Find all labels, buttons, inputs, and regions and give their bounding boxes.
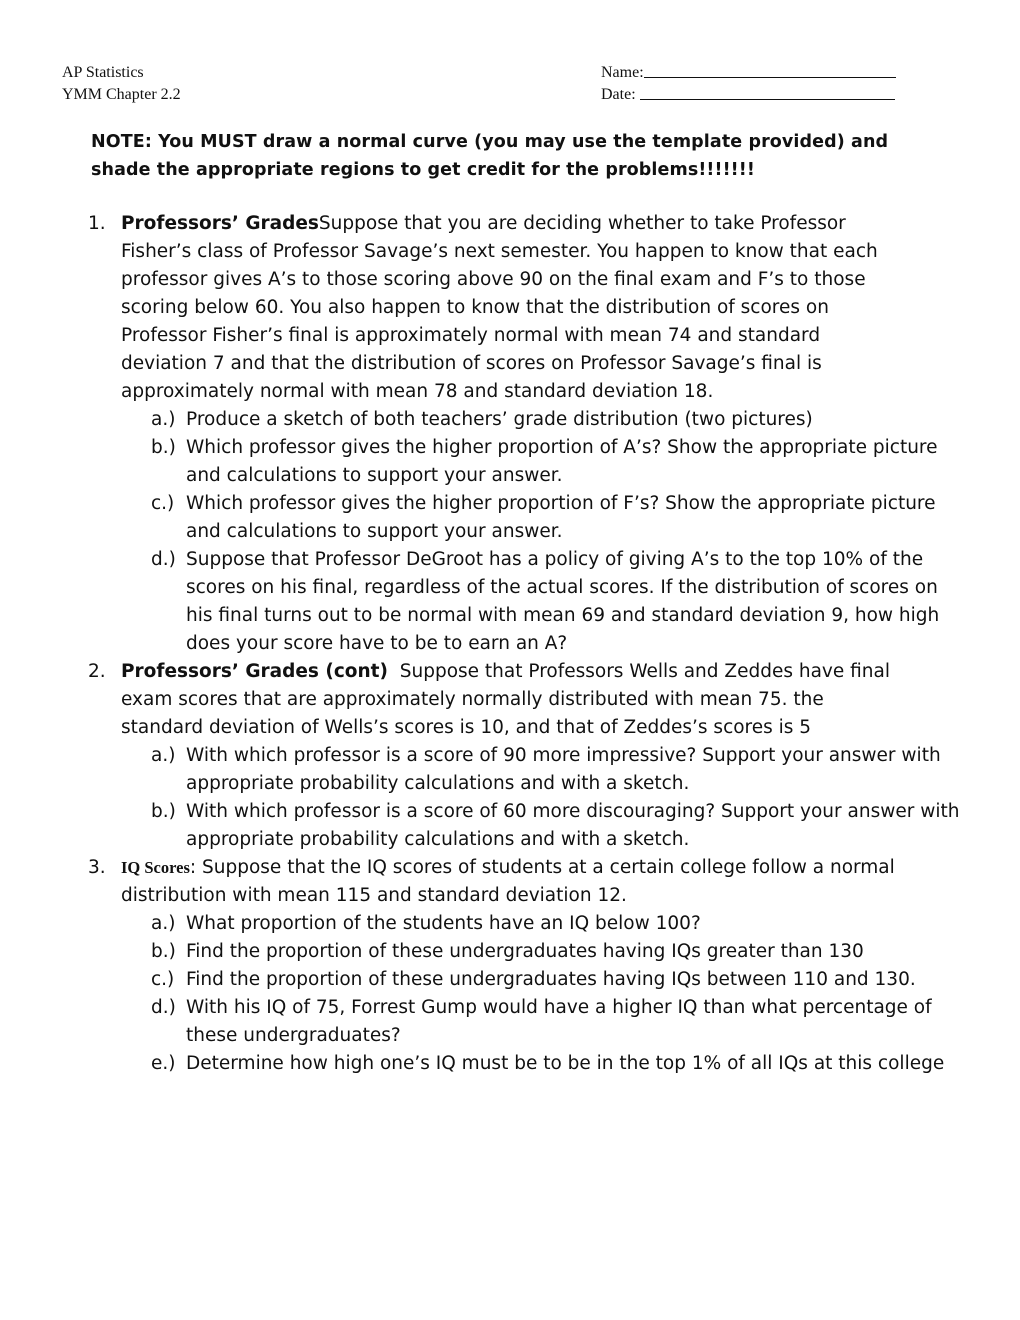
chapter-title: YMM Chapter 2.2 bbox=[62, 86, 181, 103]
part-text: Find the proportion of these undergraduates having IQs greater than 130 bbox=[186, 941, 864, 962]
problem-2 bbox=[88, 658, 911, 742]
course-title: AP Statistics bbox=[62, 64, 144, 81]
problem-list bbox=[0, 210, 1020, 1078]
problem-2-part-b bbox=[151, 798, 966, 854]
page-header-left bbox=[62, 62, 181, 106]
part-text: With which professor is a score of 60 more discouraging? Support your answer with appropriate probability calculations and with a sketch. bbox=[186, 801, 960, 850]
problem-number: 2. bbox=[88, 661, 106, 682]
problem-3-part-e bbox=[151, 1050, 966, 1078]
page-header-right bbox=[601, 62, 896, 106]
problem-3 bbox=[88, 854, 911, 910]
problem-3-part-c bbox=[151, 966, 966, 994]
problem-1-part-d bbox=[151, 546, 966, 658]
part-label: e.) bbox=[151, 1053, 176, 1074]
part-label: a.) bbox=[151, 745, 176, 766]
problem-text: : Suppose that the IQ scores of students at a certain college follow a normal distribution with mean 115 and standard deviation 12. bbox=[121, 857, 895, 906]
part-text: Which professor gives the higher proportion of F’s? Show the appropriate picture and calculations to support your answer. bbox=[186, 493, 936, 542]
part-text: Find the proportion of these undergraduates having IQs between 110 and 130. bbox=[186, 969, 916, 990]
problem-3-part-b bbox=[151, 938, 966, 966]
part-text: Determine how high one’s IQ must be to be in the top 1% of all IQs at this college bbox=[186, 1053, 945, 1074]
problem-1-part-b bbox=[151, 434, 966, 490]
part-label: a.) bbox=[151, 913, 176, 934]
part-label: b.) bbox=[151, 801, 176, 822]
part-text: Produce a sketch of both teachers’ grade distribution (two pictures) bbox=[186, 409, 813, 430]
part-label: b.) bbox=[151, 437, 176, 458]
problem-1-part-a bbox=[151, 406, 966, 434]
part-label: b.) bbox=[151, 941, 176, 962]
part-label: d.) bbox=[151, 549, 176, 570]
problem-text: Suppose that you are deciding whether to take Professor Fisher’s class of Professor Savage’s next semester. You happen to know that each professor gives A’s to those scoring above 90 on the final exam and F’s to those scoring below 60. You also happen to know that the distribution of scores on Professor Fisher’s final is approximately normal with mean 74 and standard deviation 7 and that the distribution of scores on Professor Savage’s final is approximately normal with mean 78 and standard deviation 18. bbox=[121, 213, 878, 402]
part-text: Which professor gives the higher proportion of A’s? Show the appropriate picture and calculations to support your answer. bbox=[186, 437, 938, 486]
date-blank-line[interactable] bbox=[640, 84, 895, 100]
name-blank-line[interactable] bbox=[644, 62, 896, 78]
problem-3-part-d bbox=[151, 994, 966, 1050]
part-text: Suppose that Professor DeGroot has a policy of giving A’s to the top 10% of the scores on his final, regardless of the actual scores. If the distribution of scores on his final turns out to be normal with mean 69 and standard deviation 9, how high does your score have to be to earn an A? bbox=[186, 549, 940, 654]
part-label: d.) bbox=[151, 997, 176, 1018]
problem-number: 1. bbox=[88, 213, 106, 234]
part-text: With his IQ of 75, Forrest Gump would have a higher IQ than what percentage of these undergraduates? bbox=[186, 997, 932, 1046]
instruction-note: NOTE: You MUST draw a normal curve (you may use the template provided) and shade the appropriate regions to get credit for the problems!!!!!!! bbox=[91, 132, 889, 180]
part-label: c.) bbox=[151, 969, 175, 990]
problem-1-part-c bbox=[151, 490, 966, 546]
problem-title: IQ Scores bbox=[121, 858, 190, 877]
problem-number: 3. bbox=[88, 857, 106, 878]
problem-title: Professors’ Grades bbox=[121, 213, 319, 234]
date-label: Date: bbox=[601, 86, 636, 103]
part-text: With which professor is a score of 90 more impressive? Support your answer with appropriate probability calculations and with a sketch. bbox=[186, 745, 941, 794]
part-label: a.) bbox=[151, 409, 176, 430]
name-label: Name: bbox=[601, 64, 644, 81]
problem-title: Professors’ Grades (cont) bbox=[121, 661, 388, 682]
part-text: What proportion of the students have an IQ below 100? bbox=[186, 913, 701, 934]
problem-3-part-a bbox=[151, 910, 966, 938]
problem-text: Suppose that Professors Wells and Zeddes have final exam scores that are approximately normally distributed with mean 75. the standard deviation of Wells’s scores is 10, and that of Zeddes’s scores is 5 bbox=[121, 661, 890, 738]
problem-1 bbox=[88, 210, 911, 406]
part-label: c.) bbox=[151, 493, 175, 514]
problem-2-part-a bbox=[151, 742, 966, 798]
